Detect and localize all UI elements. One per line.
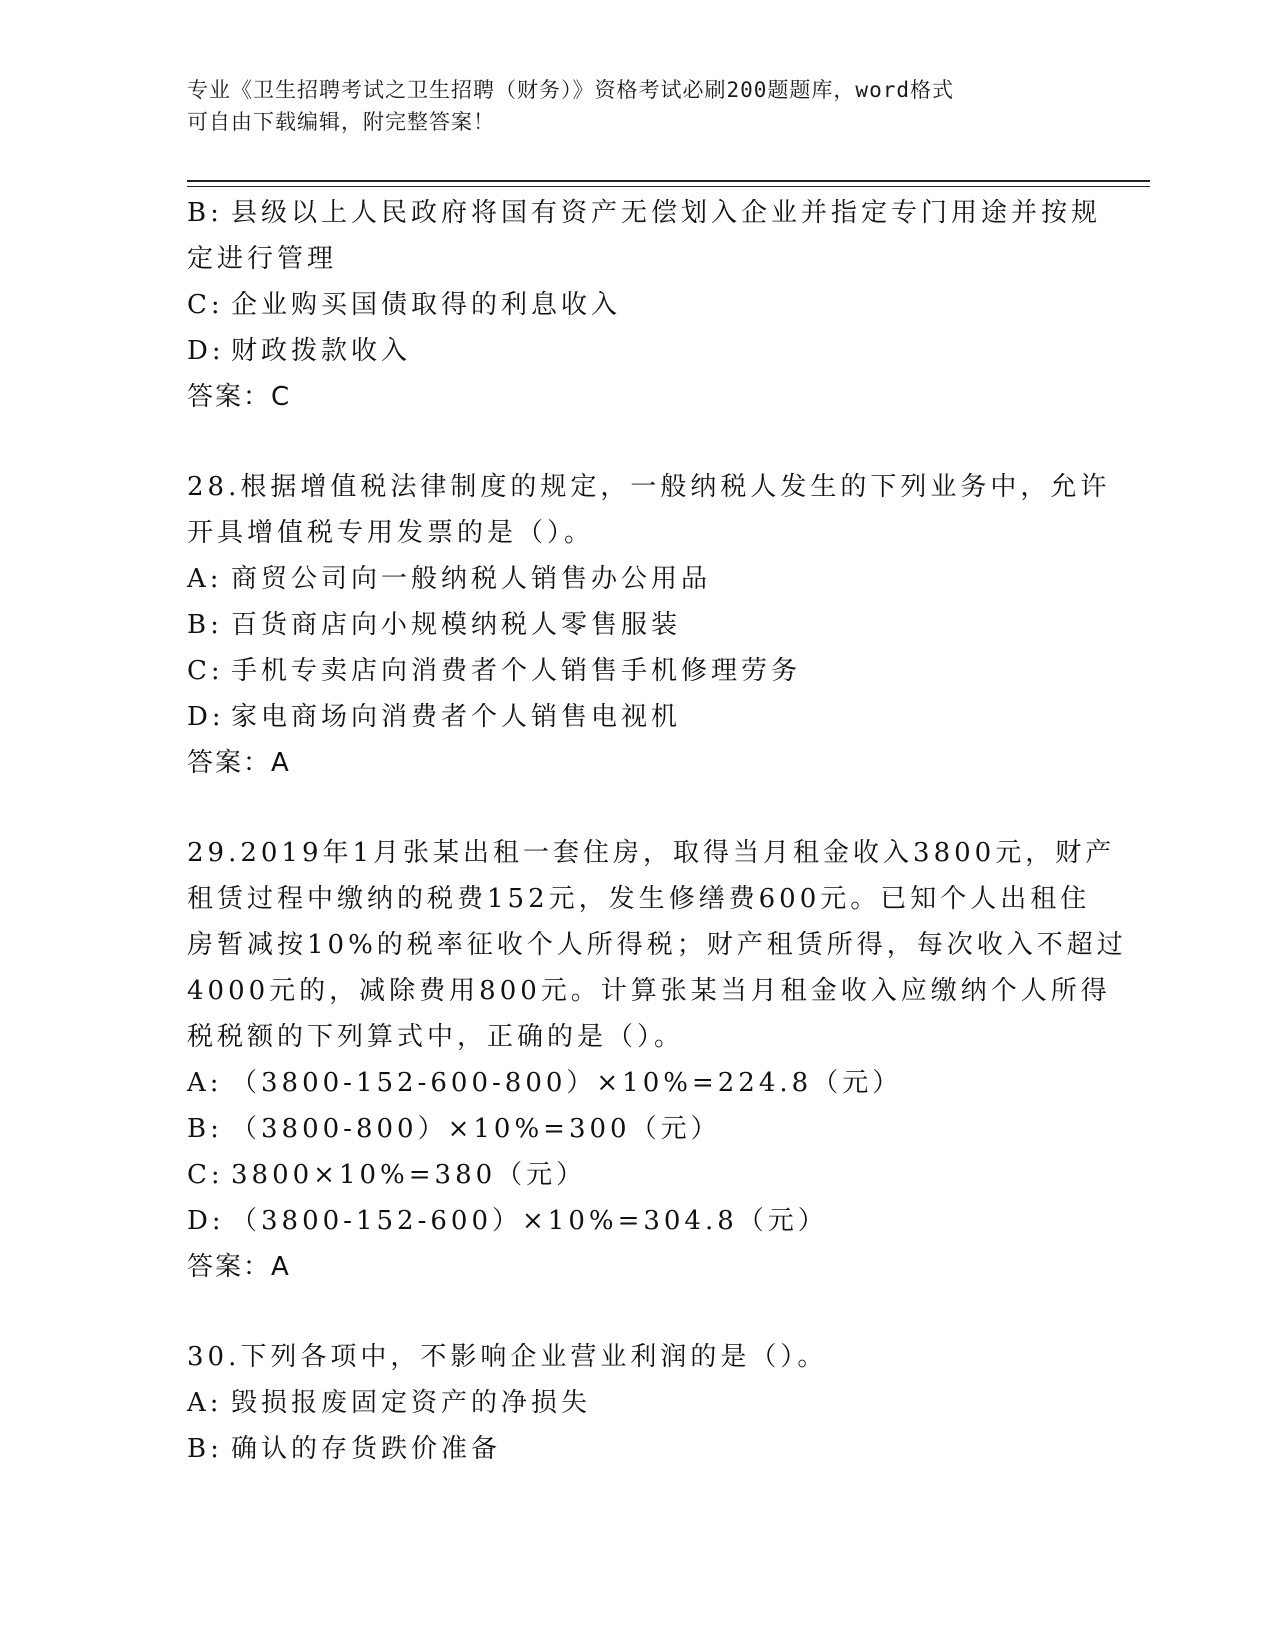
question-stem-continued: 4000元的，减除费用800元。计算张某当月租金收入应缴纳个人所得 [187,976,1111,1006]
option-label: C: [187,1160,224,1190]
option-d [187,694,1087,740]
option-d [187,328,1087,374]
option-label: A: [187,1068,223,1098]
option-text: （3800-800）×10%=300（元） [231,1114,721,1144]
option-text: 商贸公司向一般纳税人销售办公用品 [231,564,712,594]
option-label: A: [187,1388,223,1418]
option-text: 3800×10%=380（元） [231,1160,587,1190]
answer: 答案：A [187,748,291,778]
option-b-continued: 定进行管理 [187,244,338,274]
spacer [187,420,1087,464]
option-label: B: [187,1114,223,1144]
question-stem: 28.根据增值税法律制度的规定，一般纳税人发生的下列业务中，允许 [187,472,1111,502]
option-text: 确认的存货跌价准备 [231,1434,502,1464]
option-b [187,1426,1087,1472]
option-label: D: [187,702,225,732]
question-stem-continued: 房暂减按10%的税率征收个人所得税；财产租赁所得，每次收入不超过 [187,930,1127,960]
header-line-1: 专业《卫生招聘考试之卫生招聘（财务）》资格考试必刷200题题库，word格式 [187,78,954,102]
answer: 答案：C [187,382,292,412]
option-text: 手机专卖店向消费者个人销售手机修理劳务 [231,656,802,686]
option-label: B: [187,198,223,228]
option-label: A: [187,564,223,594]
option-text: 家电商场向消费者个人销售电视机 [231,702,682,732]
header-rule-thick [187,180,1150,182]
option-label: D: [187,336,225,366]
option-label: B: [187,1434,223,1464]
spacer [187,786,1087,830]
option-b [187,190,1102,236]
spacer [187,1290,1087,1334]
question-27-continued [187,190,1102,420]
option-text: （3800-152-600）×10%=304.8（元） [231,1206,828,1236]
answer: 答案：A [187,1252,291,1282]
question-28 [187,464,1111,786]
question-29 [187,830,1127,1290]
option-text: （3800-152-600-800）×10%=224.8（元） [231,1068,903,1098]
option-c [187,648,1087,694]
option-text: 企业购买国债取得的利息收入 [231,290,622,320]
header-rule-thin [187,186,1150,187]
option-c [187,282,1087,328]
question-stem-continued: 开具增值税专用发票的是（）。 [187,518,595,548]
question-stem: 30.下列各项中，不影响企业营业利润的是（）。 [187,1342,828,1372]
option-text: 百货商店向小规模纳税人零售服装 [231,610,682,640]
option-b [187,602,1087,648]
option-text: 县级以上人民政府将国有资产无偿划入企业并指定专门用途并按规 [231,198,1102,228]
document-header [187,74,1067,138]
option-text: 毁损报废固定资产的净损失 [231,1388,592,1418]
option-label: C: [187,290,224,320]
option-a [187,1380,1087,1426]
option-a [187,1060,1087,1106]
option-label: C: [187,656,224,686]
question-content [187,190,1127,1472]
option-a [187,556,1087,602]
option-c [187,1152,1087,1198]
option-b [187,1106,1087,1152]
question-stem-continued: 税税额的下列算式中，正确的是（）。 [187,1022,685,1052]
option-label: B: [187,610,223,640]
header-line-2: 可自由下载编辑，附完整答案！ [187,110,495,134]
option-text: 财政拨款收入 [231,336,412,366]
question-30 [187,1334,1087,1472]
question-stem: 29.2019年1月张某出租一套住房，取得当月租金收入3800元，财产 [187,838,1116,868]
question-stem-continued: 租赁过程中缴纳的税费152元，发生修缮费600元。已知个人出租住 [187,884,1091,914]
option-label: D: [187,1206,225,1236]
option-d [187,1198,1087,1244]
